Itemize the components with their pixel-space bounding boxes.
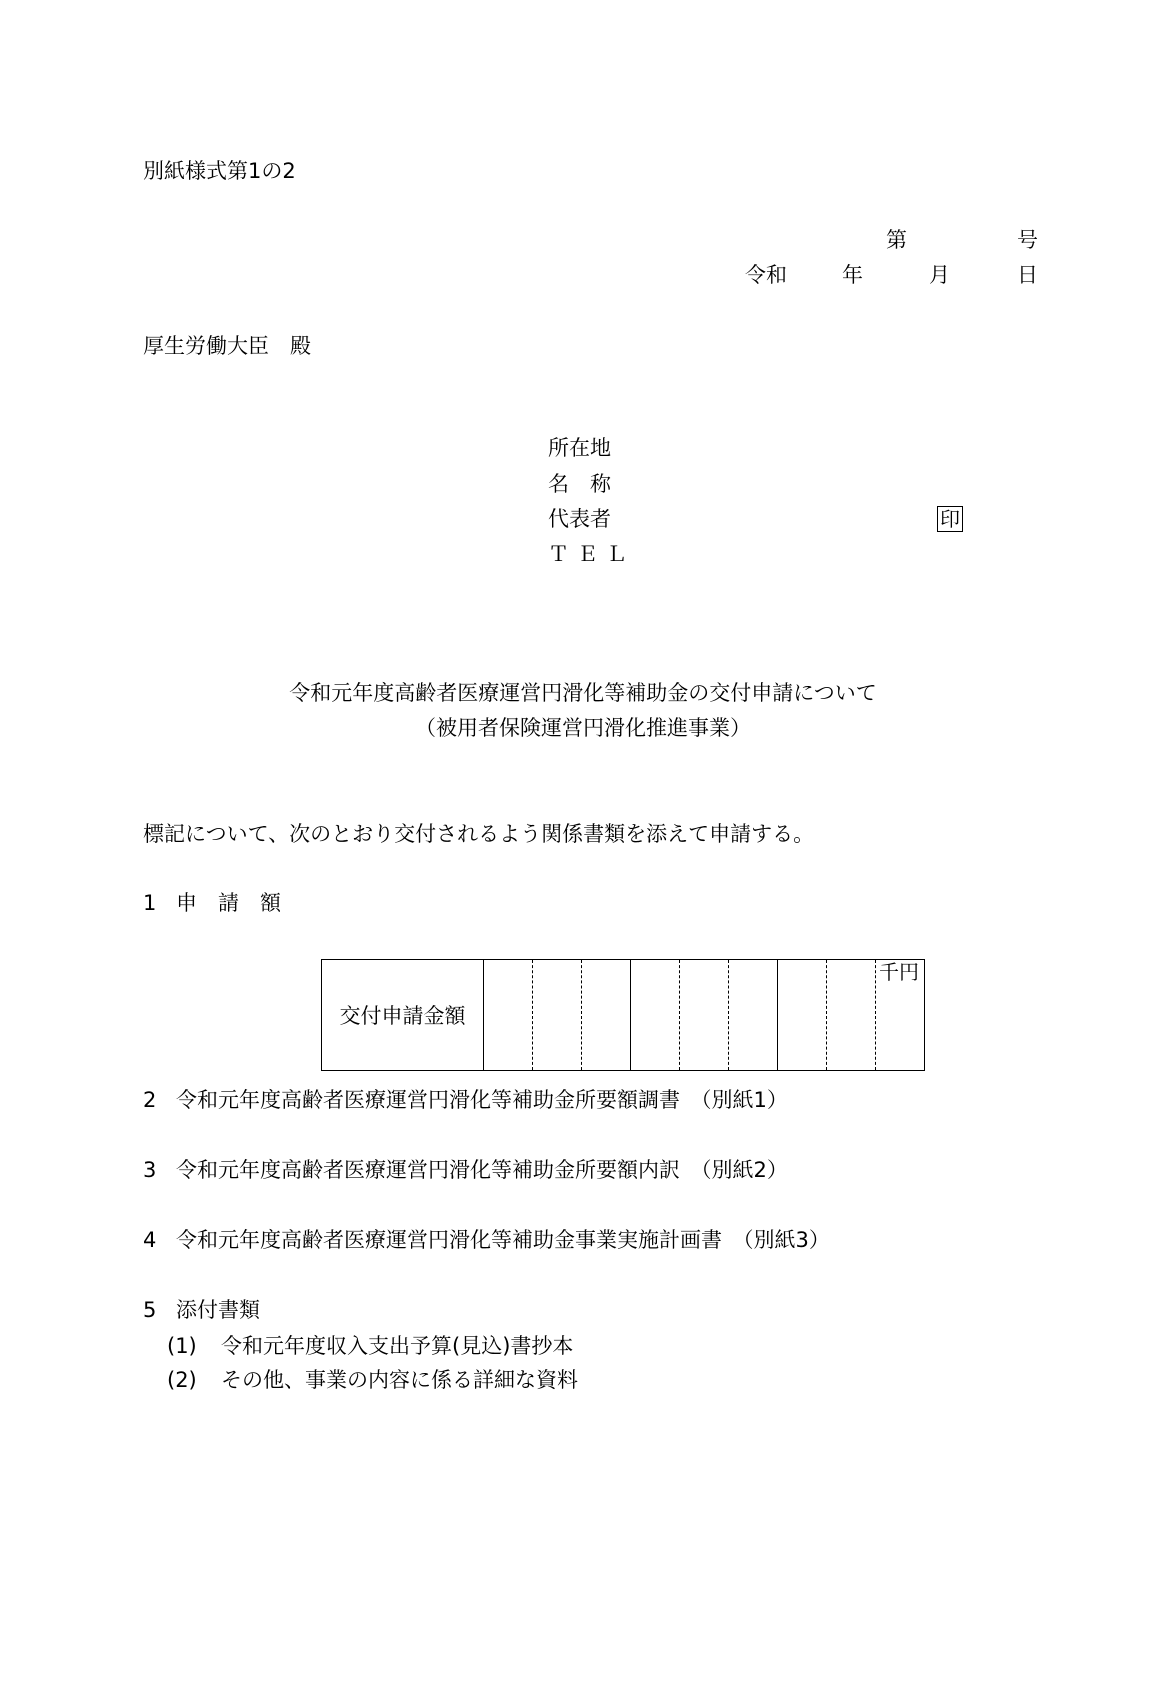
- attachment-1-text: 令和元年度収入支出予算(見込)書抄本: [221, 1334, 574, 1358]
- section-5-number: 5: [143, 1298, 157, 1322]
- section-5-text: 添付書類: [176, 1298, 260, 1322]
- date-year: 年: [842, 263, 863, 287]
- attachment-1-number: (1): [167, 1334, 197, 1358]
- date-day: 日: [1017, 263, 1038, 287]
- section-2-text: 令和元年度高齢者医療運営円滑化等補助金所要額調書 （別紙1）: [176, 1088, 788, 1112]
- tel-label: ＴＥＬ: [548, 542, 635, 566]
- name-label: 名 称: [548, 472, 611, 496]
- date-month: 月: [929, 263, 950, 287]
- form-number: 別紙様式第1の2: [143, 159, 296, 183]
- section-4-number: 4: [143, 1228, 157, 1252]
- section-4-text: 令和元年度高齢者医療運営円滑化等補助金事業実施計画書 （別紙3）: [176, 1228, 830, 1252]
- section-3-number: 3: [143, 1158, 157, 1182]
- document-number-suffix: 号: [1017, 228, 1038, 252]
- section-1-text: 申 請 額: [176, 891, 281, 915]
- section-3-text: 令和元年度高齢者医療運営円滑化等補助金所要額内訳 （別紙2）: [176, 1158, 788, 1182]
- title-line-1: 令和元年度高齢者医療運営円滑化等補助金の交付申請について: [289, 681, 877, 705]
- section-2-number: 2: [143, 1088, 157, 1112]
- attachment-2-number: (2): [167, 1368, 197, 1392]
- address-label: 所在地: [548, 436, 611, 460]
- amount-digit-cell[interactable]: [533, 960, 582, 1071]
- section-1-number: 1: [143, 891, 157, 915]
- amount-digit-cell[interactable]: [484, 960, 533, 1071]
- body-text: 標記について、次のとおり交付されるよう関係書類を添えて申請する。: [143, 822, 815, 846]
- amount-label: 交付申請金額: [322, 960, 484, 1071]
- attachment-2-text: その他、事業の内容に係る詳細な資料: [221, 1368, 578, 1392]
- document-number-prefix: 第: [886, 228, 907, 252]
- representative-label: 代表者: [548, 507, 611, 531]
- amount-digit-cell[interactable]: [631, 960, 680, 1071]
- addressee: 厚生労働大臣 殿: [143, 334, 311, 358]
- amount-table: [321, 959, 925, 1071]
- amount-digit-cell[interactable]: [729, 960, 778, 1071]
- amount-digit-cell[interactable]: [876, 960, 925, 1071]
- amount-digit-cell[interactable]: [778, 960, 827, 1071]
- amount-unit: 千円: [879, 960, 919, 984]
- seal-mark: 印: [937, 506, 963, 532]
- amount-digit-cell[interactable]: [582, 960, 631, 1071]
- amount-digit-cell[interactable]: [827, 960, 876, 1071]
- title-line-2: （被用者保険運営円滑化推進事業）: [415, 716, 751, 740]
- date-era: 令和: [745, 263, 787, 287]
- amount-digit-cell[interactable]: [680, 960, 729, 1071]
